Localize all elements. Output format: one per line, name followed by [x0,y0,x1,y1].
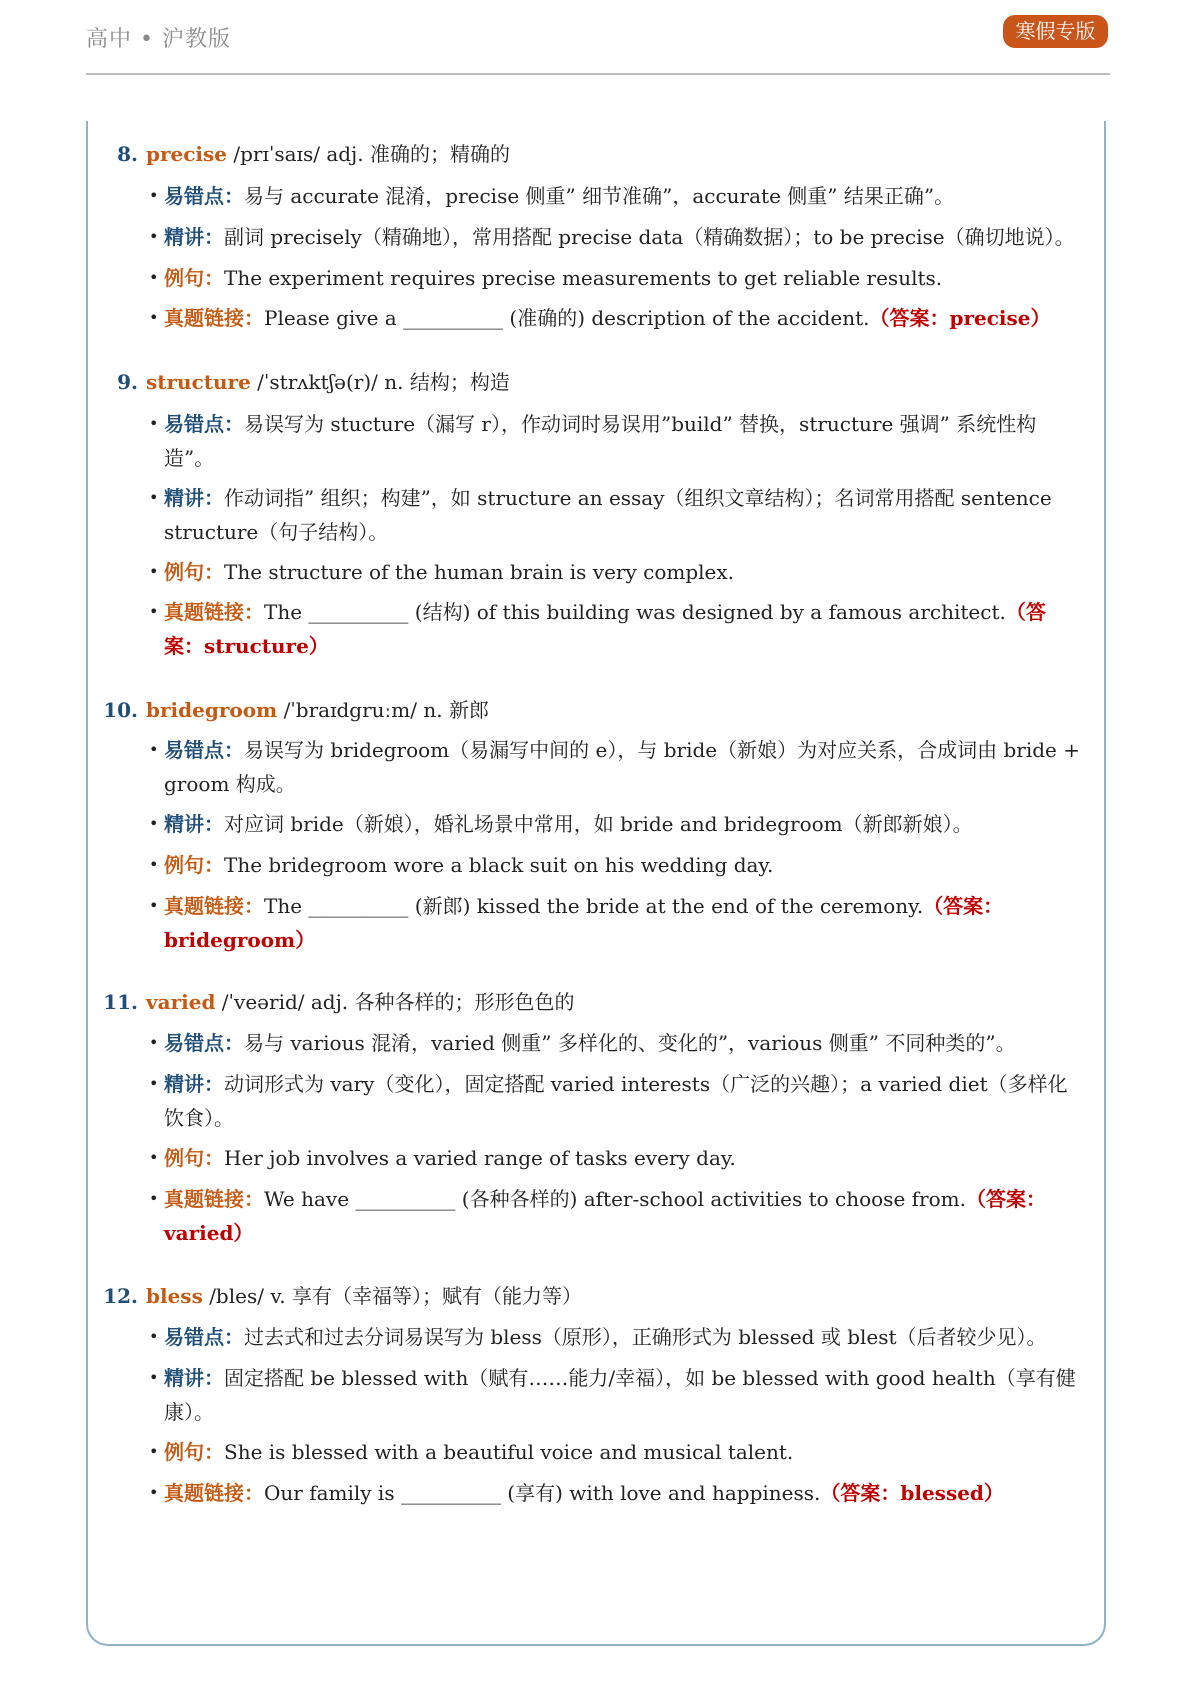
bullet-icon: • [149,414,159,433]
entry-definition: adj. 各种各样的；形形色色的 [310,990,575,1014]
bullet-icon: • [149,186,159,205]
example-text: Her job involves a varied range of tasks every day. [224,1146,736,1170]
bullet-icon: • [149,1189,159,1208]
confusion-item [149,179,1084,213]
example-item [149,555,1084,589]
explain-item [149,1067,1084,1135]
explain-text: 作动词指” 组织；构建”，如 structure an essay（组织文章结构）；名词常用搭配 sentence structure（句子结构）。 [164,486,1052,544]
entry-definition: n. 结构；构造 [384,370,510,394]
bullet-icon: • [149,268,159,287]
explain-text: 对应词 bride（新娘），婚礼场景中常用，如 bride and bridegroom（新郎新娘）。 [224,812,973,836]
exam-item [149,889,1084,957]
entry-number: 11. [103,990,138,1014]
explain-label: 精讲： [164,812,224,836]
example-label: 例句： [164,1146,224,1170]
page-header-title: 高中 • 沪教版 [86,27,231,52]
exam-answer: （答案：structure） [164,600,1046,658]
example-text: The bridegroom wore a black suit on his wedding day. [224,853,774,877]
entry-heading [102,369,510,395]
exam-text: The __________ (新郎) kissed the bride at the end of the ceremony. [264,894,924,918]
entry-heading [102,141,510,167]
bullet-icon: • [149,227,159,246]
example-label: 例句： [164,266,224,290]
confusion-label: 易错点： [164,1325,244,1349]
bullet-icon: • [149,602,159,621]
confusion-item [149,1320,1084,1354]
header-divider [86,73,1110,75]
entry-definition: n. 新郎 [423,698,489,722]
bullet-icon: • [149,896,159,915]
explain-text: 副词 precisely（精确地），常用搭配 precise data（精确数据）；to be precise（确切地说）。 [224,225,1075,249]
entry-word: precise [146,142,228,166]
entry-phonetic: /bles/ [209,1284,264,1308]
example-text: The structure of the human brain is very complex. [224,560,734,584]
entry-word: structure [146,370,251,394]
bullet-icon: • [149,855,159,874]
bullet-icon: • [149,814,159,833]
entry-word: bridegroom [146,698,278,722]
entry-phonetic: /ˈbraɪdgruːm/ [283,698,417,722]
confusion-text: 过去式和过去分词易误写为 bless（原形），正确形式为 blessed 或 blest（后者较少见）。 [244,1325,1047,1349]
exam-item [149,1476,1084,1510]
exam-label: 真题链接： [164,1187,264,1211]
entry-number: 8. [117,142,138,166]
example-label: 例句： [164,1440,224,1464]
confusion-text: 易与 accurate 混淆，precise 侧重” 细节准确”，accurate 侧重” 结果正确”。 [244,184,955,208]
confusion-label: 易错点： [164,184,244,208]
entry-phonetic: /ˈveərid/ [221,990,305,1014]
explain-label: 精讲： [164,1072,224,1096]
explain-label: 精讲： [164,486,224,510]
exam-answer: （答案：precise） [869,306,1051,330]
entry-number: 12. [103,1284,138,1308]
explain-item [149,1361,1084,1429]
example-item [149,1141,1084,1175]
exam-answer: （答案：varied） [164,1187,1046,1245]
entry-number: 10. [103,698,138,722]
confusion-label: 易错点： [164,1031,244,1055]
explain-text: 动词形式为 vary（变化），固定搭配 varied interests（广泛的兴趣）；a varied diet（多样化饮食）。 [164,1072,1068,1130]
confusion-item [149,1026,1084,1060]
exam-item [149,301,1084,335]
exam-label: 真题链接： [164,1481,264,1505]
confusion-text: 易与 various 混淆，varied 侧重” 多样化的、变化的”，various 侧重” 不同种类的”。 [244,1031,1016,1055]
confusion-item [149,733,1084,801]
confusion-label: 易错点： [164,738,244,762]
example-item [149,261,1084,295]
exam-answer: （答案：blessed） [820,1481,1004,1505]
bullet-icon: • [149,1033,159,1052]
confusion-label: 易错点： [164,412,244,436]
bullet-icon: • [149,308,159,327]
exam-label: 真题链接： [164,306,264,330]
exam-text: Our family is __________ (享有) with love and happiness. [264,1481,821,1505]
example-text: She is blessed with a beautiful voice and musical talent. [224,1440,794,1464]
exam-text: The __________ (结构) of this building was designed by a famous architect. [264,600,1006,624]
example-item [149,848,1084,882]
confusion-text: 易误写为 bridegroom（易漏写中间的 e），与 bride（新娘）为对应关系，合成词由 bride + groom 构成。 [164,738,1080,796]
entry-heading [102,697,489,723]
bullet-icon: • [149,1483,159,1502]
explain-label: 精讲： [164,225,224,249]
entry-number: 9. [117,370,138,394]
example-label: 例句： [164,560,224,584]
explain-item [149,220,1084,254]
explain-item [149,481,1084,549]
example-item [149,1435,1084,1469]
exam-answer: （答案：bridegroom） [164,894,1004,952]
explain-text: 固定搭配 be blessed with（赋有……能力/幸福），如 be blessed with good health（享有健康）。 [164,1366,1076,1424]
example-text: The experiment requires precise measurements to get reliable results. [224,266,943,290]
explain-item [149,807,1084,841]
example-label: 例句： [164,853,224,877]
entry-heading [102,1283,582,1309]
confusion-text: 易误写为 stucture（漏写 r），作动词时易误用”build” 替换，structure 强调” 系统性构造”。 [164,412,1037,470]
entry-word: bless [146,1284,203,1308]
confusion-item [149,407,1084,475]
bullet-icon: • [149,1442,159,1461]
entry-phonetic: /ˈstrʌktʃə(r)/ [257,370,378,394]
exam-item [149,1182,1084,1250]
bullet-icon: • [149,740,159,759]
bullet-icon: • [149,488,159,507]
entry-phonetic: /prɪˈsaɪs/ [233,142,320,166]
entry-word: varied [146,990,216,1014]
exam-item [149,595,1084,663]
vocabulary-panel [86,127,1106,1646]
entry-definition: adj. 准确的；精确的 [326,142,510,166]
exam-text: Please give a __________ (准确的) description of the accident. [264,306,870,330]
explain-label: 精讲： [164,1366,224,1390]
bullet-icon: • [149,562,159,581]
exam-text: We have __________ (各种各样的) after-school activities to choose from. [264,1187,966,1211]
bullet-icon: • [149,1327,159,1346]
exam-label: 真题链接： [164,894,264,918]
bullet-icon: • [149,1074,159,1093]
bullet-icon: • [149,1368,159,1387]
entry-definition: v. 享有（幸福等）；赋有（能力等） [270,1284,582,1308]
entry-heading [102,989,575,1015]
edition-badge: 寒假专版 [1003,15,1108,48]
bullet-icon: • [149,1148,159,1167]
exam-label: 真题链接： [164,600,264,624]
